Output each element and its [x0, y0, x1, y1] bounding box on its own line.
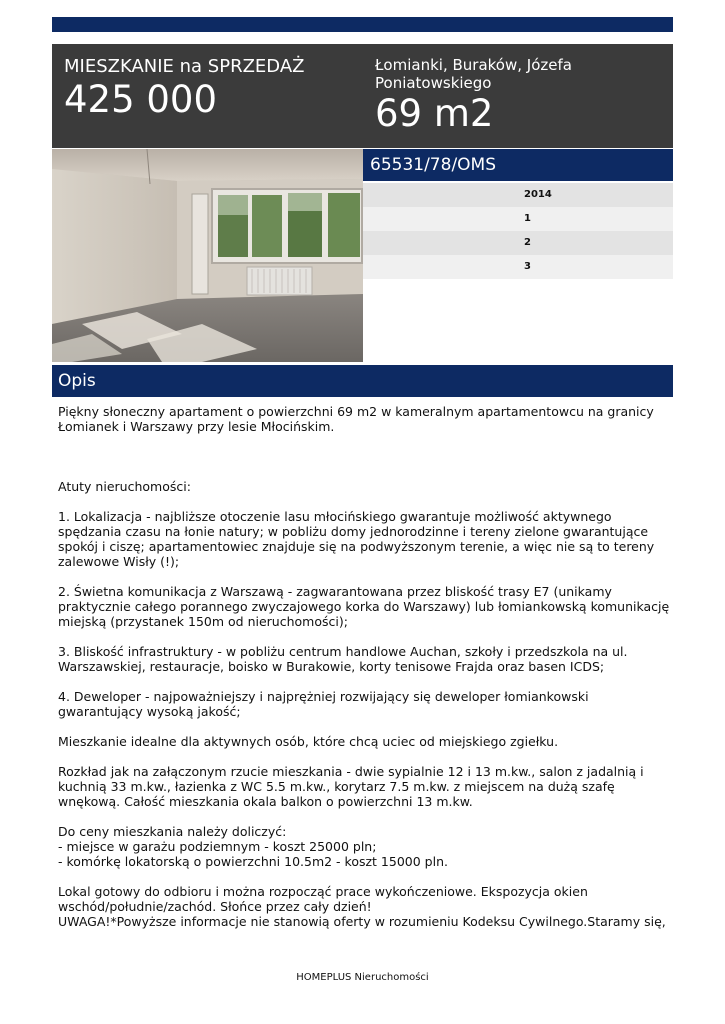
apartment-photo — [52, 149, 363, 362]
listing-area: 69 m2 — [375, 92, 494, 135]
top-accent-bar — [52, 17, 673, 32]
spec-row — [363, 231, 673, 255]
desc-point-1: 1. Lokalizacja - najbliższe otoczenie lasu młocińskiego gwarantuje możliwość aktywnego spędzania czasu na łonie natury; w pobliżu domy jednorodzinne i tereny zielone gwarantujące spokój i ciszę; apartamentowiec znajduje się na podwyższonym terenie, a więc nie są to tereny zalewowe Wisły (!); — [58, 509, 655, 569]
desc-ideal: Mieszkanie idealne dla aktywnych osób, które chcą uciec od miejskiego zgiełku. — [58, 734, 559, 749]
desc-layout: Rozkład jak na załączonym rzucie mieszkania - dwie sypialnie 12 i 13 m.kw., salon z jadalnią i kuchnią 33 m.kw., łazienka z WC 5.5 m.kw., korytarz 7.5 m.kw. z miejscem na dużą szafę wnękową. Całość mieszkania okala balkon o powierzchni 13 m.kw. — [58, 764, 644, 809]
specs-table — [363, 183, 673, 279]
spec-row — [363, 255, 673, 279]
header-right — [375, 56, 665, 136]
listing-location: Łomianki, Buraków, Józefa Poniatowskiego — [375, 56, 572, 92]
footer-company: HOMEPLUS Nieruchomości — [296, 972, 429, 983]
spec-value: 2014 — [524, 189, 552, 200]
desc-extra-1: - miejsce w garażu podziemnym - koszt 25000 pln; — [58, 839, 377, 854]
section-title: Opis — [58, 371, 96, 391]
reference-bar — [363, 149, 673, 181]
spec-row — [363, 183, 673, 207]
listing-type: MIESZKANIE na SPRZEDAŻ — [64, 56, 305, 77]
reference-number: 65531/78/OMS — [370, 155, 497, 175]
spec-value: 2 — [524, 237, 531, 248]
header-left — [64, 56, 364, 122]
desc-point-2: 2. Świetna komunikacja z Warszawą - zagwarantowana przez bliskość trasy E7 (unikamy praktycznie całego porannego zwyczajowego korka do Warszawy) lub łomiankowską komunikację miejską (przystanek 150m od nieruchomości); — [58, 584, 670, 629]
desc-point-4: 4. Deweloper - najpoważniejszy i najprężniej rozwijający się deweloper łomiankowski gwarantujący wysoką jakość; — [58, 689, 589, 719]
desc-extras-title: Do ceny mieszkania należy doliczyć: — [58, 824, 287, 839]
listing-price: 425 000 — [64, 78, 218, 121]
description-header — [52, 365, 673, 397]
spec-value: 1 — [524, 213, 531, 224]
desc-point-3: 3. Bliskość infrastruktury - w pobliżu centrum handlowe Auchan, szkoły i przedszkola na ul. Warszawskiej, restauracje, boisko w Burakowie, korty tenisowe Frajda oraz basen ICDS; — [58, 644, 628, 674]
spec-value: 3 — [524, 261, 531, 272]
listing-header — [52, 44, 673, 148]
desc-extra-2: - komórkę lokatorską o powierzchni 10.5m2 - koszt 15000 pln. — [58, 854, 448, 869]
apartment-photo-illustration — [52, 149, 363, 362]
description-body — [58, 404, 670, 929]
desc-intro: Piękny słoneczny apartament o powierzchni 69 m2 w kameralnym apartamentowcu na granicy Łomianek i Warszawy przy lesie Młocińskim. — [58, 404, 654, 434]
spec-row — [363, 207, 673, 231]
desc-ready: Lokal gotowy do odbioru i można rozpocząć prace wykończeniowe. Ekspozycja okien wschód/południe/zachód. Słońce przez cały dzień! — [58, 884, 588, 914]
desc-warning: UWAGA!*Powyższe informacje nie stanowią oferty w rozumieniu Kodeksu Cywilnego.Staramy się, — [58, 914, 666, 929]
desc-atuty-title: Atuty nieruchomości: — [58, 479, 191, 494]
